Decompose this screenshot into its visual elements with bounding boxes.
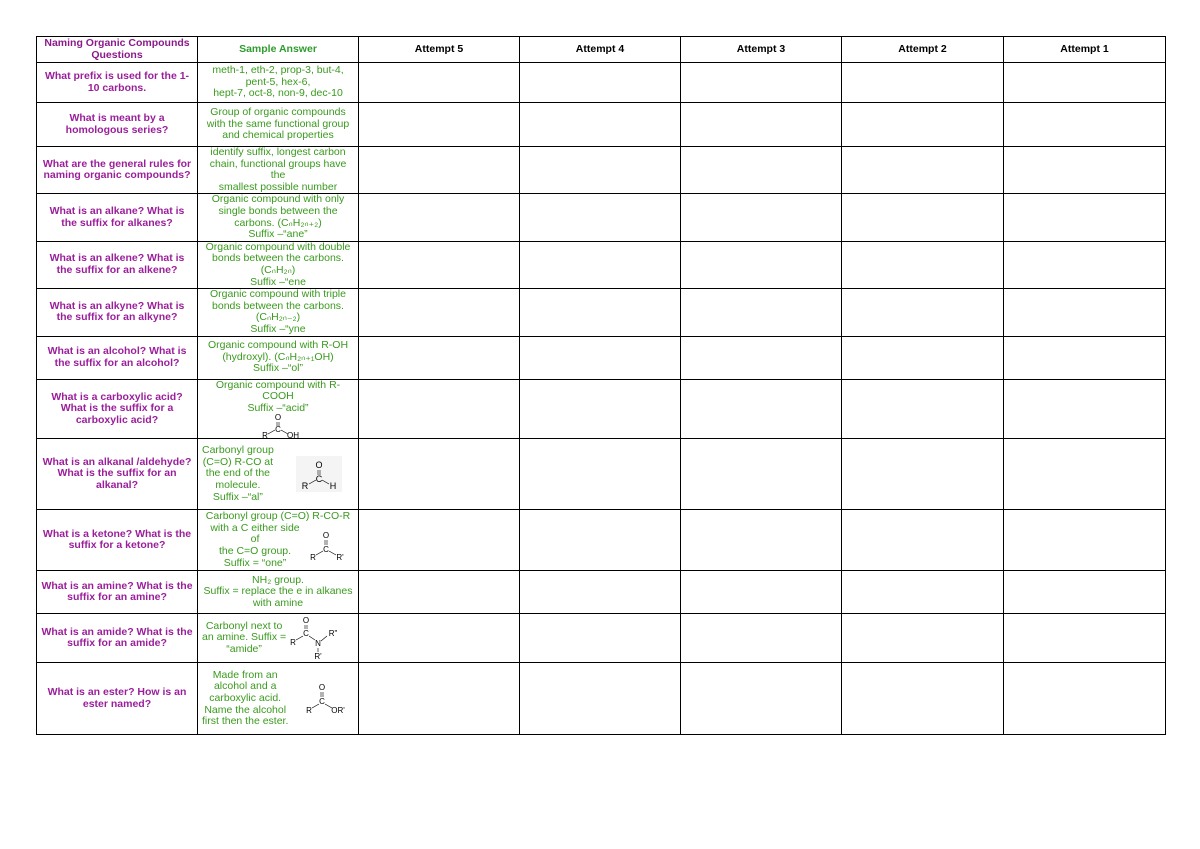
answer-line: meth-1, eth-2, prop-3, but-4, <box>212 64 344 77</box>
nitrogen-atom: N <box>315 639 321 649</box>
answer-cell <box>198 241 359 288</box>
answer-cell <box>198 103 359 147</box>
attempt-1-cell[interactable] <box>1004 241 1166 288</box>
answer-line: with amine <box>252 597 304 610</box>
answer-line: with the same functional group <box>206 117 350 130</box>
answer-line: Carbonyl next to <box>205 619 283 632</box>
answer-line: Name the alcohol <box>204 703 287 716</box>
answer-line: Made from an <box>212 668 278 681</box>
attempt-3-cell[interactable] <box>681 241 842 288</box>
answer-line: and chemical properties <box>222 129 334 142</box>
attempt-3-header: Attempt 3 <box>681 37 842 63</box>
answer-line: NH₂ group. <box>252 573 304 586</box>
attempt-3-cell[interactable] <box>681 336 842 379</box>
attempt-2-cell[interactable] <box>842 147 1004 194</box>
answer-line: carboxylic acid. <box>209 691 282 704</box>
attempt-1-header: Attempt 1 <box>1004 37 1166 63</box>
attempt-1-cell[interactable] <box>1004 571 1166 614</box>
answer-cell <box>198 510 359 571</box>
hydroxyl-group: OH <box>287 431 299 439</box>
attempt-1-cell[interactable] <box>1004 439 1166 510</box>
oxygen-atom: O <box>274 414 282 423</box>
hydrogen-atom: H <box>329 481 337 492</box>
attempt-5-cell[interactable] <box>359 614 520 663</box>
answer-line: Suffix –“ene <box>250 275 306 288</box>
attempt-3-cell[interactable] <box>681 439 842 510</box>
answer-cell <box>198 663 359 735</box>
table-row <box>37 439 1166 510</box>
answer-cell <box>198 194 359 241</box>
attempt-1-cell[interactable] <box>1004 103 1166 147</box>
attempt-1-cell[interactable] <box>1004 194 1166 241</box>
answer-line: (C=O) R-CO at <box>202 455 274 468</box>
attempt-3-cell[interactable] <box>681 379 842 439</box>
question-cell: What is an alkene? What is the suffix for an alkene? <box>37 241 198 288</box>
answer-line: Suffix = “one” <box>223 556 287 569</box>
attempt-2-header: Attempt 2 <box>842 37 1004 63</box>
answer-line: Suffix –“acid” <box>247 401 309 414</box>
attempt-4-cell[interactable] <box>520 663 681 735</box>
question-cell: What is an amide? What is the suffix for an amide? <box>37 614 198 663</box>
sample-answer-header: Sample Answer <box>198 37 359 63</box>
attempt-2-cell[interactable] <box>842 194 1004 241</box>
amide-structure <box>288 615 348 661</box>
answer-cell <box>198 336 359 379</box>
attempt-3-cell[interactable] <box>681 571 842 614</box>
attempt-2-cell[interactable] <box>842 241 1004 288</box>
answer-line: Carbonyl group <box>202 444 274 457</box>
organic-compounds-table <box>36 36 1166 735</box>
question-cell: What is a carboxylic acid? What is the suffix for a carboxylic acid? <box>37 379 198 439</box>
question-cell: What is an amine? What is the suffix for an amine? <box>37 571 198 614</box>
attempt-1-cell[interactable] <box>1004 614 1166 663</box>
r-group: R <box>262 431 268 439</box>
r-group: R <box>290 638 296 648</box>
carboxylic-acid-structure <box>202 414 354 438</box>
attempt-5-cell[interactable] <box>359 147 520 194</box>
question-cell: What prefix is used for the 1-10 carbons. <box>37 63 198 103</box>
attempt-3-cell[interactable] <box>681 289 842 336</box>
attempt-5-cell[interactable] <box>359 663 520 735</box>
r-double-prime-group: R" <box>328 629 338 639</box>
table-row <box>37 663 1166 735</box>
answer-cell <box>198 571 359 614</box>
attempt-1-cell[interactable] <box>1004 510 1166 571</box>
answer-line: Suffix = replace the e in alkanes <box>203 585 353 598</box>
carbon-atom: C <box>323 545 329 555</box>
answer-line: (CₙH₂ₙ₋₂) <box>255 311 301 324</box>
oxygen-atom: O <box>302 616 310 626</box>
attempt-4-cell[interactable] <box>520 241 681 288</box>
attempt-2-cell[interactable] <box>842 289 1004 336</box>
oxygen-atom: O <box>322 531 330 541</box>
ester-structure <box>300 681 348 717</box>
header-row <box>37 37 1166 63</box>
attempt-5-cell[interactable] <box>359 241 520 288</box>
question-cell: What is an alcohol? What is the suffix for an alcohol? <box>37 336 198 379</box>
answer-line: (hydroxyl). (CₙH₂ₙ₊₁OH) <box>222 350 334 363</box>
carbon-atom: C <box>303 629 309 639</box>
question-cell: What is an alkyne? What is the suffix for an alkyne? <box>37 289 198 336</box>
attempt-5-cell[interactable] <box>359 103 520 147</box>
attempt-5-cell[interactable] <box>359 571 520 614</box>
answer-line: molecule. <box>215 479 261 492</box>
attempt-4-cell[interactable] <box>520 147 681 194</box>
answer-line: Organic compound with triple <box>210 288 346 301</box>
answer-line: hept-7, oct-8, non-9, dec-10 <box>213 87 343 100</box>
attempt-4-cell[interactable] <box>520 194 681 241</box>
answer-line: pent-5, hex-6, <box>245 75 311 88</box>
table-row <box>37 510 1166 571</box>
answer-cell <box>198 63 359 103</box>
attempt-3-cell[interactable] <box>681 63 842 103</box>
or-group: OR' <box>331 705 345 715</box>
answer-line: (CₙH₂ₙ) <box>260 263 296 276</box>
attempt-1-cell[interactable] <box>1004 336 1166 379</box>
answer-line: Suffix –“ane” <box>248 228 308 241</box>
question-cell: What are the general rules for naming organic compounds? <box>37 147 198 194</box>
answer-line: the end of the <box>205 467 271 480</box>
table-row <box>37 571 1166 614</box>
answer-cell <box>198 614 359 663</box>
attempt-1-cell[interactable] <box>1004 147 1166 194</box>
attempt-5-cell[interactable] <box>359 510 520 571</box>
attempt-4-cell[interactable] <box>520 439 681 510</box>
table-row <box>37 241 1166 288</box>
answer-line: Organic compound with R-OH <box>207 339 349 352</box>
carbon-atom: C <box>275 425 281 435</box>
attempt-2-cell[interactable] <box>842 63 1004 103</box>
answer-cell <box>198 289 359 336</box>
attempt-5-cell[interactable] <box>359 379 520 439</box>
r-group: R <box>306 705 312 715</box>
table-row <box>37 336 1166 379</box>
attempt-2-cell[interactable] <box>842 103 1004 147</box>
table-row <box>37 194 1166 241</box>
answer-line: smallest possible number <box>218 180 338 193</box>
answer-line: Carbonyl group (C=O) R-CO-R <box>205 510 351 523</box>
attempt-2-cell[interactable] <box>842 379 1004 439</box>
answer-line: Organic compound with double <box>205 241 351 253</box>
question-cell: What is an alkane? What is the suffix for alkanes? <box>37 194 198 241</box>
answer-line: bonds between the carbons. <box>212 299 344 312</box>
oxygen-atom: O <box>315 460 323 471</box>
table-row <box>37 289 1166 336</box>
attempt-1-cell[interactable] <box>1004 63 1166 103</box>
carbon-atom: C <box>319 696 325 706</box>
table-row <box>37 379 1166 439</box>
attempt-4-cell[interactable] <box>520 379 681 439</box>
question-header: Naming Organic Compounds Questions <box>37 37 198 63</box>
attempt-3-cell[interactable] <box>681 103 842 147</box>
attempt-4-cell[interactable] <box>520 103 681 147</box>
attempt-4-cell[interactable] <box>520 289 681 336</box>
r-group: R <box>310 553 316 563</box>
attempt-5-cell[interactable] <box>359 336 520 379</box>
attempt-4-cell[interactable] <box>520 614 681 663</box>
oxygen-atom: O <box>318 682 326 692</box>
ketone-structure <box>304 530 348 562</box>
answer-line: Suffix –“yne <box>250 322 306 335</box>
answer-line: Organic compound with R-COOH <box>215 379 341 403</box>
answer-line: an amine. Suffix = <box>202 631 287 644</box>
attempt-5-cell[interactable] <box>359 194 520 241</box>
attempt-5-cell[interactable] <box>359 63 520 103</box>
attempt-1-cell[interactable] <box>1004 663 1166 735</box>
answer-line: single bonds between the <box>218 204 338 217</box>
attempt-4-cell[interactable] <box>520 510 681 571</box>
answer-cell <box>198 379 359 439</box>
answer-line: alcohol and a <box>213 680 277 693</box>
carbon-atom: C <box>315 474 323 485</box>
attempt-4-cell[interactable] <box>520 63 681 103</box>
answer-line: “amide” <box>226 643 262 656</box>
answer-line: the C=O group. <box>218 545 292 558</box>
r-group: R <box>301 481 309 492</box>
table-row <box>37 63 1166 103</box>
r-prime-group: R' <box>314 652 322 662</box>
answer-line: Suffix –“ol” <box>253 362 303 375</box>
answer-line: chain, functional groups have the <box>209 157 347 182</box>
attempt-3-cell[interactable] <box>681 194 842 241</box>
attempt-2-cell[interactable] <box>842 510 1004 571</box>
answer-cell <box>198 147 359 194</box>
answer-cell <box>198 439 359 510</box>
aldehyde-structure <box>296 456 342 492</box>
attempt-3-cell[interactable] <box>681 663 842 735</box>
attempt-2-cell[interactable] <box>842 663 1004 735</box>
attempt-2-cell[interactable] <box>842 571 1004 614</box>
table-row <box>37 614 1166 663</box>
attempt-3-cell[interactable] <box>681 614 842 663</box>
attempt-2-cell[interactable] <box>842 614 1004 663</box>
answer-line: Organic compound with only <box>211 193 345 206</box>
answer-line: with a C either side of <box>210 521 300 546</box>
answer-line: first then the ester. <box>202 715 289 728</box>
attempt-5-cell[interactable] <box>359 289 520 336</box>
r-prime-group: R' <box>336 553 344 563</box>
answer-line: carbons. (CₙH₂ₙ₊₂) <box>234 216 322 229</box>
attempt-5-cell[interactable] <box>359 439 520 510</box>
question-cell: What is a ketone? What is the suffix for a ketone? <box>37 510 198 571</box>
table-row <box>37 103 1166 147</box>
question-cell: What is meant by a homologous series? <box>37 103 198 147</box>
attempt-2-cell[interactable] <box>842 336 1004 379</box>
attempt-3-cell[interactable] <box>681 510 842 571</box>
question-cell: What is an ester? How is an ester named? <box>37 663 198 735</box>
attempt-1-cell[interactable] <box>1004 379 1166 439</box>
table-row <box>37 147 1166 194</box>
attempt-3-cell[interactable] <box>681 147 842 194</box>
attempt-2-cell[interactable] <box>842 439 1004 510</box>
attempt-1-cell[interactable] <box>1004 289 1166 336</box>
answer-line: identify suffix, longest carbon <box>210 146 346 158</box>
attempt-5-header: Attempt 5 <box>359 37 520 63</box>
attempt-4-header: Attempt 4 <box>520 37 681 63</box>
attempt-4-cell[interactable] <box>520 571 681 614</box>
answer-line: Group of organic compounds <box>210 106 346 119</box>
attempt-4-cell[interactable] <box>520 336 681 379</box>
answer-line: Suffix –“al” <box>212 490 263 503</box>
question-cell: What is an alkanal /aldehyde? What is the suffix for an alkanal? <box>37 439 198 510</box>
answer-line: bonds between the carbons. <box>212 252 344 265</box>
